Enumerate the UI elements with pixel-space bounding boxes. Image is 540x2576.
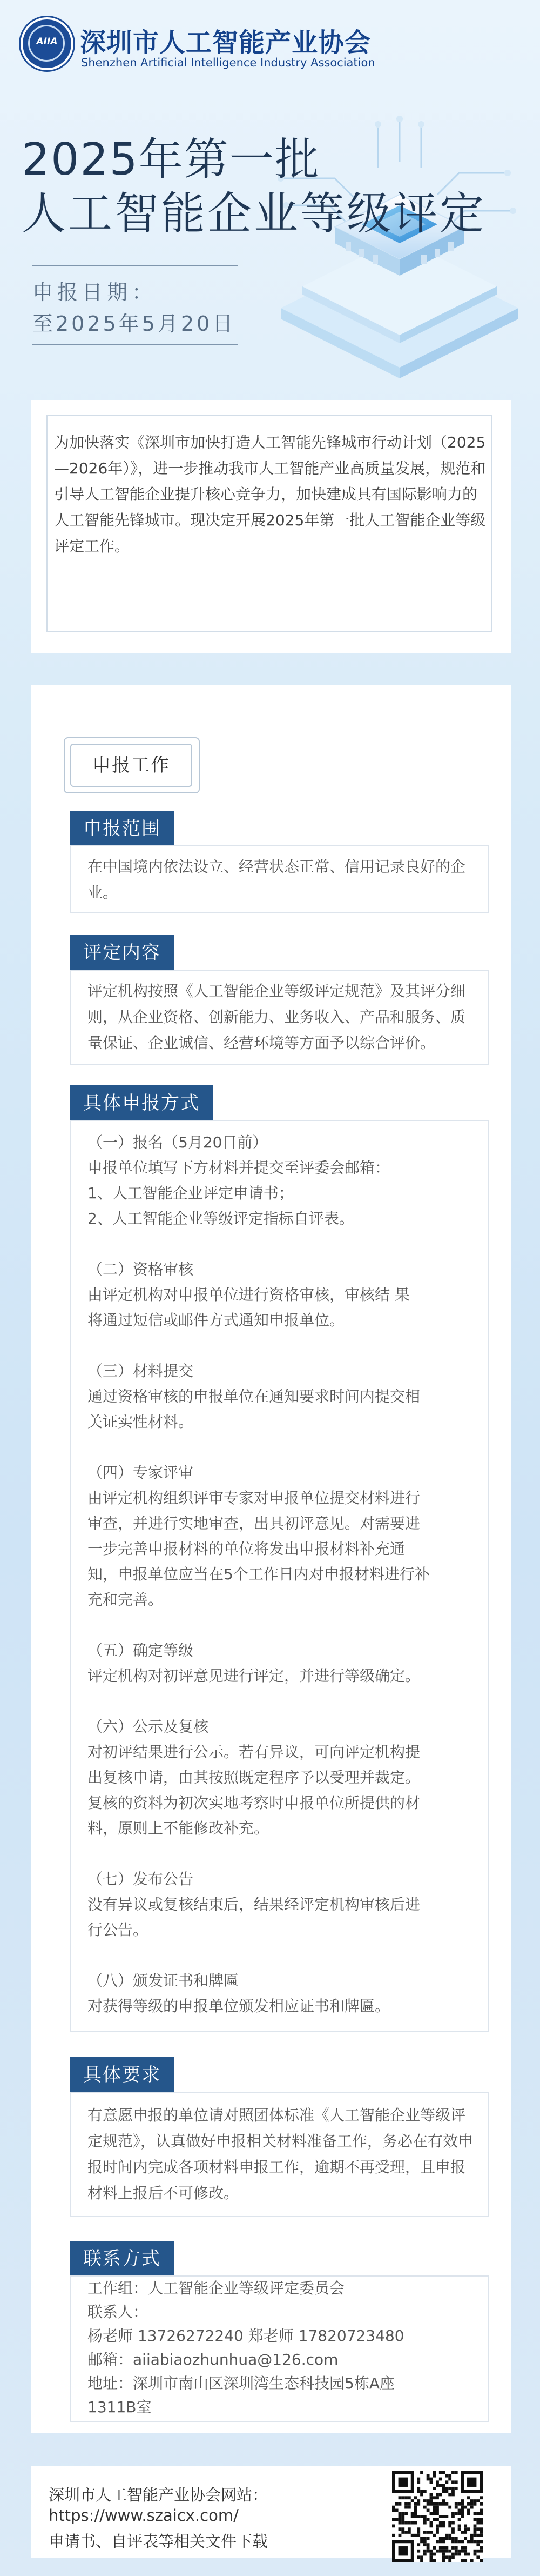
method-line: 通过资格审核的申报单位在通知要求时间内提交相 bbox=[87, 1387, 421, 1405]
method-line: 2、人工智能企业等级评定指标自评表。 bbox=[87, 1210, 354, 1227]
method-line: 由评定机构组织评审专家对申报单位提交材料进行 bbox=[87, 1489, 421, 1507]
method-line: （七）发布公告 bbox=[87, 1870, 194, 1888]
method-line: 将通过短信或邮件方式通知申报单位。 bbox=[87, 1311, 345, 1329]
association-logo bbox=[21, 17, 73, 70]
org-name-cn: 深圳市人工智能产业协会 bbox=[80, 28, 372, 58]
section-title: 申报工作 bbox=[92, 755, 170, 776]
method-line bbox=[87, 1434, 482, 1460]
method-line: 对初评结果进行公示。若有异议，可向评定机构提 bbox=[87, 1743, 421, 1761]
contact-line: 杨老师 13726272240 郑老师 17820723480 bbox=[87, 2327, 404, 2345]
qr-code-icon[interactable] bbox=[392, 2471, 483, 2562]
method-line: 复核的资料为初次实地考察时申报单位所提供的材 bbox=[87, 1794, 421, 1812]
divider bbox=[32, 265, 238, 266]
method-line: 审查，并进行实地审查，出具初评意见。对需要进 bbox=[87, 1514, 421, 1532]
date-label: 申报日期： bbox=[32, 281, 157, 304]
intro-text: 为加快落实《深圳市加快打造人工智能先锋城市行动计划（2025—2026年）》，进一步推动我市人工智能产业高质量发展，规范和引导人工智能企业提升核心竞争力，加快建成具有国际影响力的人工智能先锋城市。现决定开展2025年第一批人工智能企业等级评定工作。 bbox=[54, 433, 486, 555]
method-line: 知，申报单位应当在5个工作日内对申报材料进行补 bbox=[87, 1565, 430, 1583]
footer-website-label: 深圳市人工智能产业协会网站： bbox=[49, 2486, 268, 2504]
contact-line: 邮箱：aiiabiaozhunhua@126.com bbox=[87, 2351, 339, 2368]
method-line: （四）专家评审 bbox=[87, 1464, 194, 1481]
method-line: 料，原则上不能修改补充。 bbox=[87, 1819, 269, 1837]
method-line bbox=[87, 1231, 482, 1257]
content-heading: 评定内容 bbox=[70, 935, 174, 971]
logo-text: AIIA bbox=[36, 36, 58, 47]
method-line: 一步完善申报材料的单位将发出申报材料补充通 bbox=[87, 1540, 406, 1558]
method-line: （五）确定等级 bbox=[87, 1641, 194, 1659]
date-value: 至2025年5月20日 bbox=[32, 312, 236, 336]
method-line bbox=[87, 1689, 482, 1714]
org-name-en: Shenzhen Artificial Intelligence Industry Association bbox=[81, 56, 375, 69]
page-title-line1: 2025年第一批 bbox=[22, 134, 320, 185]
contact-line: 地址：深圳市南山区深圳湾生态科技园5栋A座 bbox=[87, 2374, 395, 2392]
method-line: （一）报名（5月20日前） bbox=[87, 1133, 268, 1151]
method-line: （六）公示及复核 bbox=[87, 1718, 209, 1736]
footer-website-link[interactable]: https://www.szaicx.com/ bbox=[49, 2506, 239, 2525]
contact-list bbox=[87, 2277, 482, 2419]
scope-text: 在中国境内依法设立、经营状态正常、信用记录良好的企业。 bbox=[87, 858, 466, 902]
method-line: （二）资格审核 bbox=[87, 1260, 194, 1278]
method-line: 出复核申请，由其按照既定程序予以受理并裁定。 bbox=[87, 1769, 421, 1786]
method-line: （三）材料提交 bbox=[87, 1362, 194, 1380]
method-line: 行公告。 bbox=[87, 1921, 148, 1939]
method-line: 由评定机构对申报单位进行资格审核，审核结 果 bbox=[87, 1286, 410, 1304]
method-line bbox=[87, 1943, 482, 1968]
method-line: 关证实性材料。 bbox=[87, 1413, 194, 1431]
contact-line: 工作组：人工智能企业等级评定委员会 bbox=[87, 2279, 345, 2297]
method-line: （八）颁发证书和牌匾 bbox=[87, 1972, 239, 1990]
method-line bbox=[87, 1841, 482, 1866]
method-line bbox=[87, 1612, 482, 1638]
method-list bbox=[87, 1130, 482, 2019]
content-text: 评定机构按照《人工智能企业等级评定规范》及其评分细则，从企业资格、创新能力、业务收入、产品和服务、质量保证、企业诚信、经营环境等方面予以综合评价。 bbox=[87, 982, 466, 1052]
footer-download-note: 申请书、自评表等相关文件下载 bbox=[49, 2532, 268, 2551]
method-line bbox=[87, 1333, 482, 1358]
page-title-line2: 人工智能企业等级评定 bbox=[22, 188, 487, 239]
method-line: 申报单位填写下方材料并提交至评委会邮箱： bbox=[87, 1159, 390, 1177]
contact-line: 联系人： bbox=[87, 2303, 148, 2321]
requirements-text: 有意愿申报的单位请对照团体标准《人工智能企业等级评定规范》，认真做好申报相关材料准备工作，务必在有效申报时间内完成各项材料申报工作，逾期不再受理，且申报材料上报后不可修改。 bbox=[87, 2106, 474, 2202]
method-line: 1、人工智能企业评定申请书； bbox=[87, 1184, 294, 1202]
contact-heading: 联系方式 bbox=[70, 2241, 174, 2277]
method-line: 没有异议或复核结束后，结果经评定机构审核后进 bbox=[87, 1896, 421, 1913]
method-line: 评定机构对初评意见进行评定，并进行等级确定。 bbox=[87, 1667, 421, 1685]
method-heading: 具体申报方式 bbox=[70, 1085, 213, 1121]
divider bbox=[32, 344, 238, 345]
method-line: 充和完善。 bbox=[87, 1591, 164, 1609]
contact-line: 1311B室 bbox=[87, 2398, 152, 2416]
requirements-heading: 具体要求 bbox=[70, 2057, 174, 2093]
method-line: 对获得等级的申报单位颁发相应证书和牌匾。 bbox=[87, 1997, 390, 2015]
scope-heading: 申报范围 bbox=[70, 811, 174, 846]
